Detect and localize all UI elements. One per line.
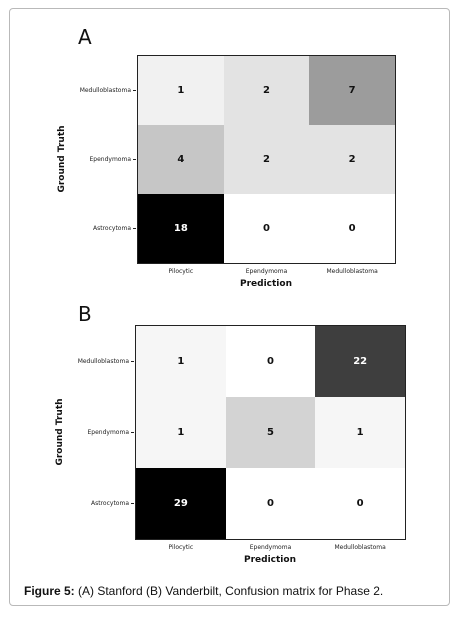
heatmap-cell: 1 [136, 397, 226, 468]
heatmap-cell: 0 [226, 326, 316, 397]
figure-caption [24, 584, 383, 598]
x-tick-label: Medulloblastoma [334, 544, 386, 551]
confusion-matrix-a [137, 55, 396, 264]
panel-label-b: B [78, 302, 92, 326]
heatmap-cell: 1 [315, 397, 405, 468]
heatmap-cell: 0 [224, 194, 310, 263]
heatmap-cell: 2 [309, 125, 395, 194]
x-axis-title-b: Prediction [244, 555, 296, 565]
caption-label: Figure 5: [24, 584, 75, 598]
heatmap-cell: 0 [309, 194, 395, 263]
x-tick-label: Ependymoma [249, 544, 292, 551]
y-axis-title-b: Ground Truth [55, 398, 65, 466]
heatmap-cell: 5 [226, 397, 316, 468]
heatmap-cell: 0 [315, 468, 405, 539]
heatmap-cell: 1 [138, 56, 224, 125]
x-axis-title-a: Prediction [240, 279, 292, 289]
confusion-matrix-b [135, 325, 406, 540]
x-tick-label: Ependymoma [245, 268, 288, 275]
y-tick-label: Medulloblastoma [78, 358, 134, 365]
heatmap-cell: 4 [138, 125, 224, 194]
y-tick-label: Ependymoma [90, 156, 137, 163]
heatmap-cell: 22 [315, 326, 405, 397]
y-tick-label: Ependymoma [88, 429, 135, 436]
heatmap-cell: 2 [224, 56, 310, 125]
heatmap-cell: 1 [136, 326, 226, 397]
panel-label-a: A [78, 25, 92, 49]
x-tick-label: Pilocytic [168, 544, 194, 551]
heatmap-cell: 29 [136, 468, 226, 539]
heatmap-cell: 0 [226, 468, 316, 539]
caption-text: (A) Stanford (B) Vanderbilt, Confusion matrix for Phase 2. [74, 584, 384, 598]
y-tick-label: Astrocytoma [93, 225, 136, 232]
heatmap-cell: 18 [138, 194, 224, 263]
heatmap-cell: 7 [309, 56, 395, 125]
y-tick-label: Medulloblastoma [80, 87, 136, 94]
x-tick-label: Medulloblastoma [326, 268, 378, 275]
y-axis-title-a: Ground Truth [57, 125, 67, 193]
y-tick-label: Astrocytoma [91, 500, 134, 507]
heatmap-cell: 2 [224, 125, 310, 194]
x-tick-label: Pilocytic [168, 268, 194, 275]
